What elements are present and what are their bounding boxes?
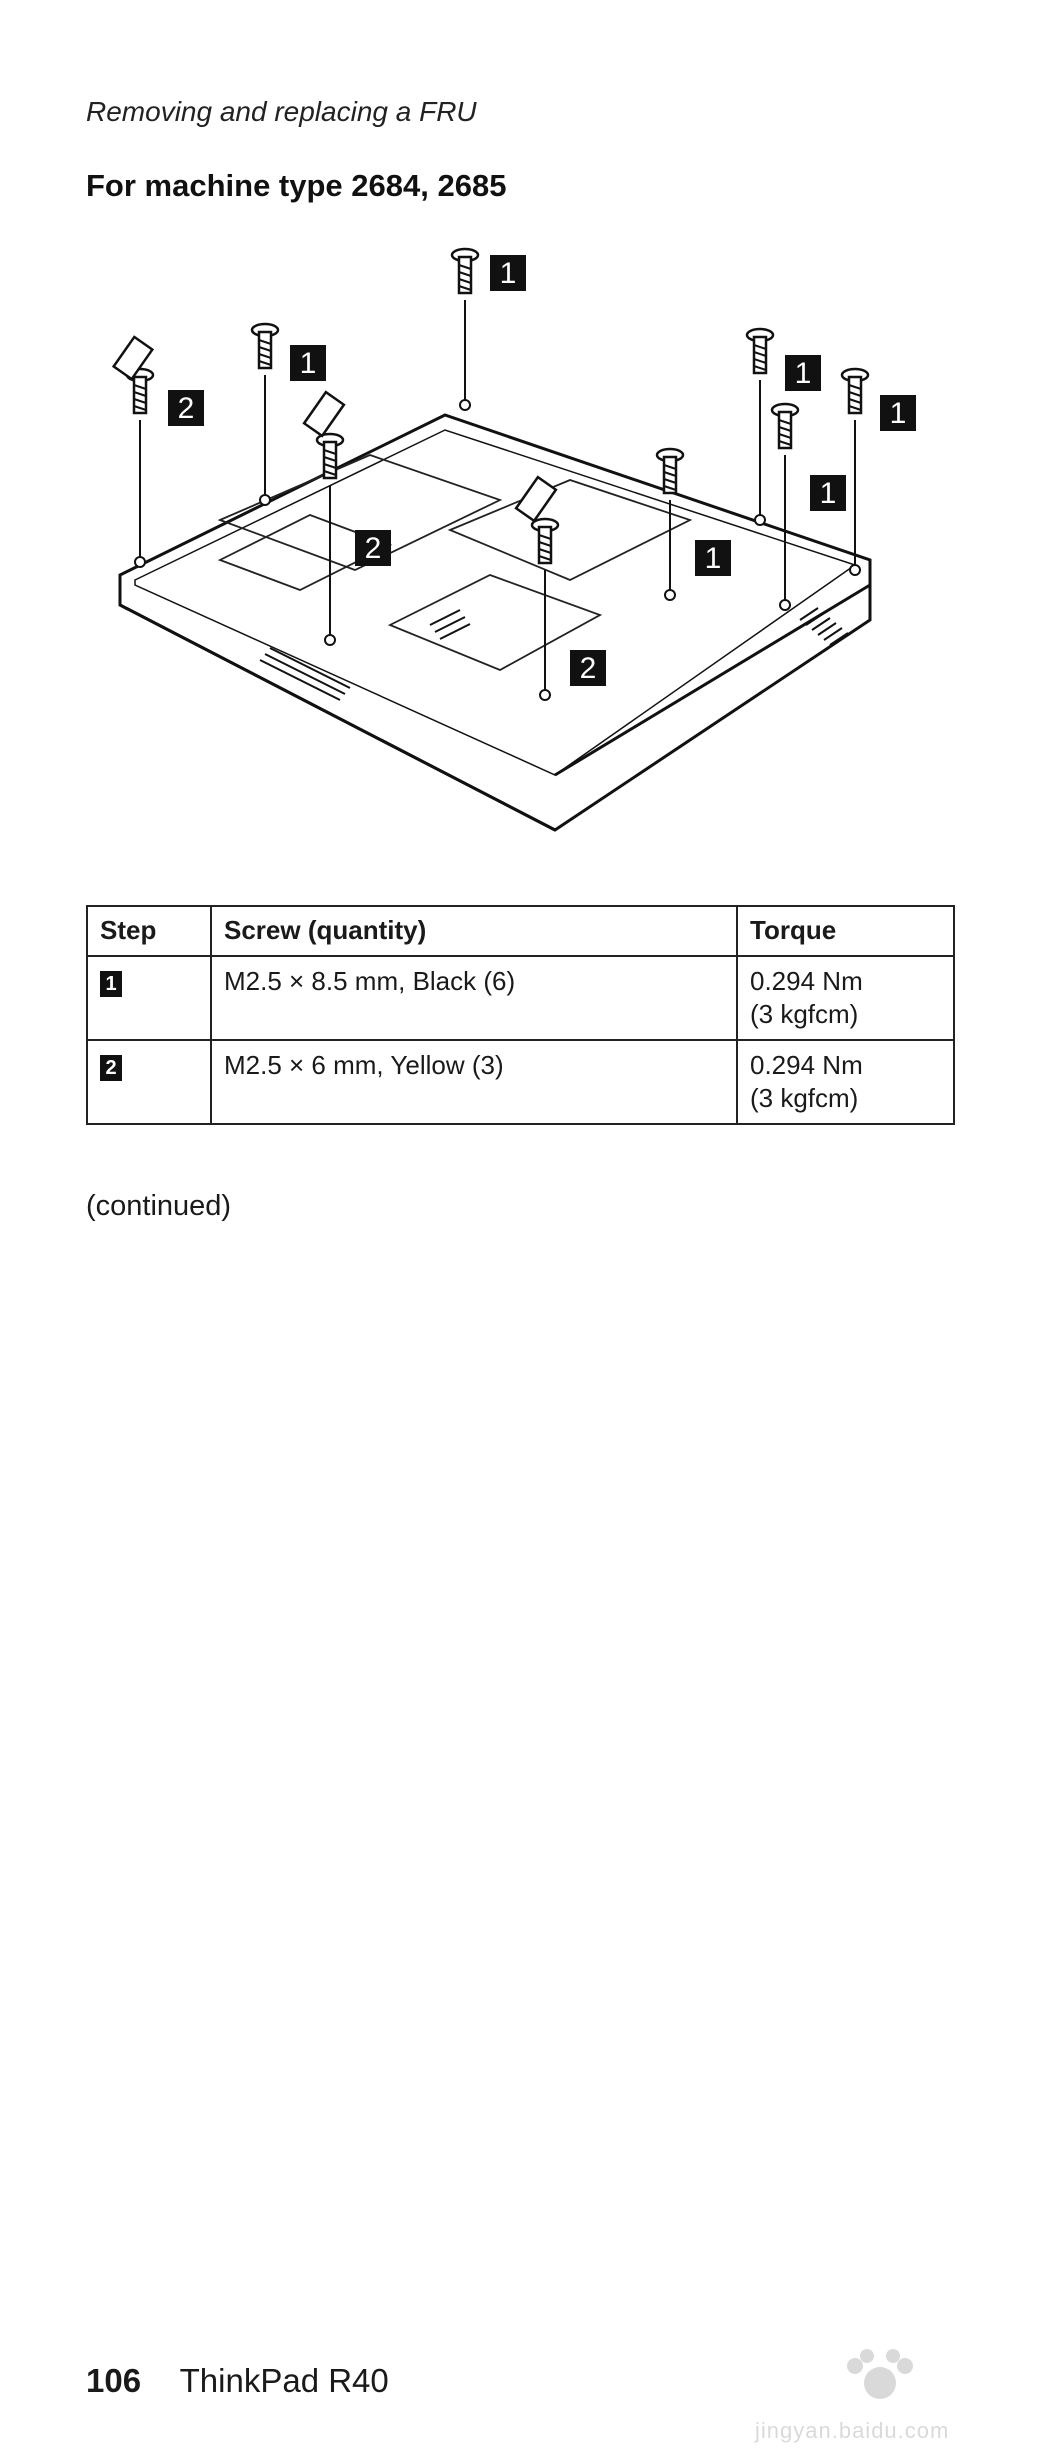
table-row — [87, 1040, 954, 1124]
laptop-bottom-screw-diagram — [100, 230, 940, 850]
continued-note: (continued) — [86, 1190, 232, 1222]
laptop-base-outline — [120, 415, 870, 830]
paw-logo-icon — [755, 2348, 1005, 2418]
svg-text:1: 1 — [299, 347, 317, 380]
svg-text:1: 1 — [704, 542, 722, 575]
screw-icon — [452, 249, 478, 293]
svg-text:2: 2 — [177, 392, 195, 425]
watermark-text: jingyan.baidu.com — [755, 2418, 950, 2443]
torque-alt-value: (3 kgfcm) — [750, 999, 859, 1029]
screw-icon — [772, 404, 798, 448]
callout-2c — [570, 650, 606, 686]
screw-cell: M2.5 × 8.5 mm, Black (6) — [211, 956, 737, 1040]
step-badge: 2 — [100, 1055, 122, 1081]
screw-icon — [747, 329, 773, 373]
svg-text:1: 1 — [499, 257, 517, 290]
callout-2b — [355, 530, 391, 566]
step-cell — [87, 1040, 211, 1124]
table-row — [87, 956, 954, 1040]
screw-torque-table — [86, 905, 955, 1125]
screw-cell: M2.5 × 6 mm, Yellow (3) — [211, 1040, 737, 1124]
callout-1c — [785, 355, 821, 391]
torque-value: 0.294 Nm — [750, 966, 863, 996]
header-torque: Torque — [737, 906, 954, 956]
table-header-row — [87, 906, 954, 956]
callout-1b — [290, 345, 326, 381]
torque-alt-value: (3 kgfcm) — [750, 1083, 859, 1113]
watermark — [755, 2348, 1005, 2458]
screw-icon — [842, 369, 868, 413]
svg-text:1: 1 — [819, 477, 837, 510]
rubber-foot-icon — [304, 392, 344, 436]
header-step: Step — [87, 906, 211, 956]
running-header: Removing and replacing a FRU — [86, 96, 477, 127]
callout-2a — [168, 390, 204, 426]
screw-icon — [252, 324, 278, 368]
step-cell — [87, 956, 211, 1040]
page-footer — [86, 2362, 389, 2400]
svg-text:1: 1 — [794, 357, 812, 390]
section-title: For machine type 2684, 2685 — [86, 168, 507, 203]
torque-cell — [737, 1040, 954, 1124]
torque-cell — [737, 956, 954, 1040]
callout-1f — [695, 540, 731, 576]
svg-text:1: 1 — [889, 397, 907, 430]
svg-text:2: 2 — [579, 652, 597, 685]
step-badge: 1 — [100, 971, 122, 997]
svg-text:2: 2 — [364, 532, 382, 565]
torque-value: 0.294 Nm — [750, 1050, 863, 1080]
screw-icon — [657, 449, 683, 493]
callout-1e — [810, 475, 846, 511]
product-name: ThinkPad R40 — [179, 2362, 389, 2399]
callout-1d — [880, 395, 916, 431]
page-number: 106 — [86, 2362, 142, 2399]
callout-1a — [490, 255, 526, 291]
header-screw: Screw (quantity) — [211, 906, 737, 956]
